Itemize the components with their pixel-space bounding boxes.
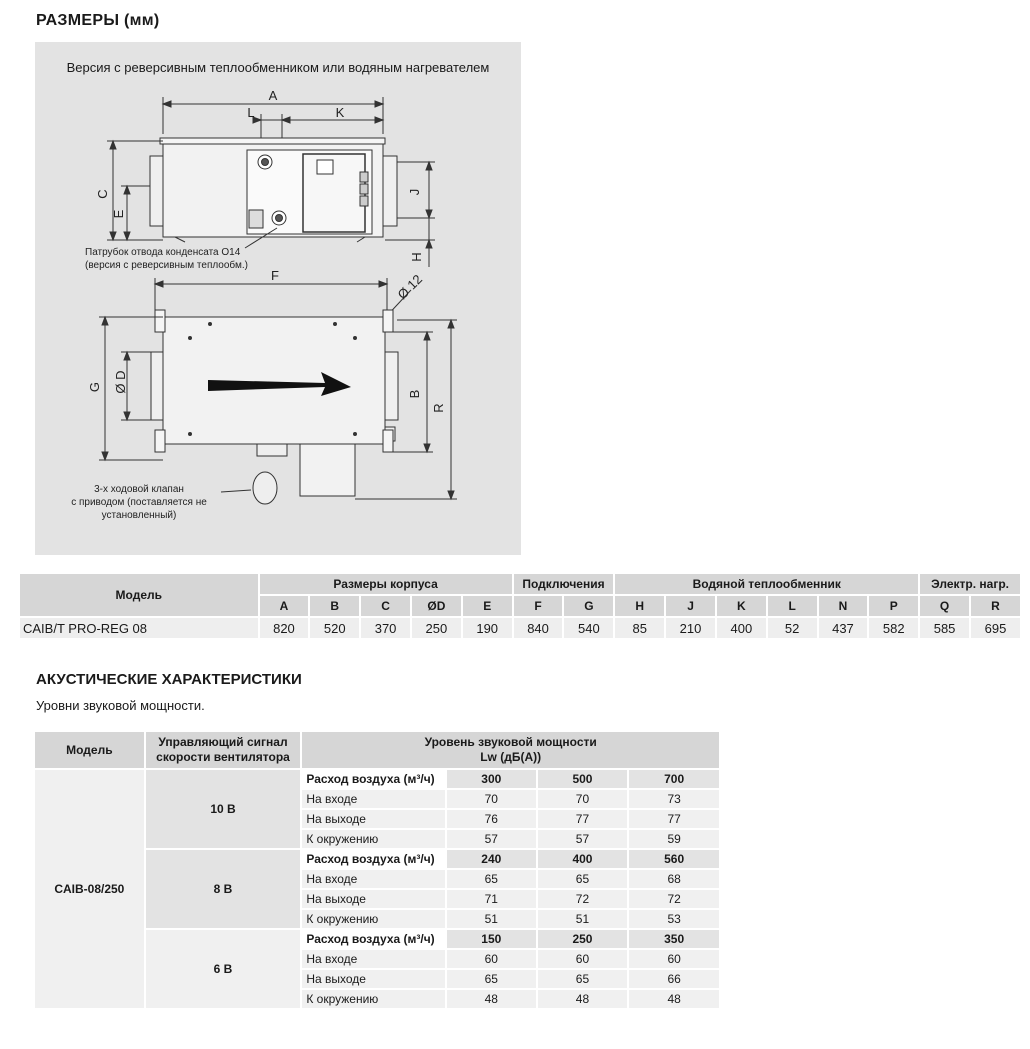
label-a: A	[268, 88, 278, 103]
cell: 59	[628, 829, 720, 849]
label-d: Ø D	[113, 370, 128, 394]
col-p: P	[868, 595, 919, 617]
note-condensate: Патрубок отвода конденсата O14 (версия с реверсивным теплообм.)	[85, 247, 248, 271]
cell-signal: 8 В	[145, 849, 302, 929]
col-n: N	[818, 595, 869, 617]
dimensions-title: РАЗМЕРЫ (мм)	[36, 12, 160, 29]
label-c: C	[95, 189, 110, 199]
drawing-caption: Версия с реверсивным теплообменником или водяным нагревателем	[66, 60, 490, 75]
cell: 51	[537, 909, 629, 929]
cell-model: CAIB/T PRO-REG 08	[19, 617, 259, 639]
cell: 65	[537, 969, 629, 989]
cell-label: К окружению	[301, 829, 446, 849]
label-r: R	[431, 403, 446, 413]
cell-label: На входе	[301, 949, 446, 969]
cell: 300	[446, 769, 537, 789]
cell-label: К окружению	[301, 909, 446, 929]
cell: 370	[360, 617, 411, 639]
cell: 540	[563, 617, 614, 639]
label-f: F	[271, 268, 279, 283]
label-hole: Ø 12	[394, 271, 426, 303]
group-electric-heater: Электр. нагр.	[919, 573, 1021, 595]
cell-label: На входе	[301, 869, 446, 889]
cell: 70	[537, 789, 629, 809]
cell-signal: 10 В	[145, 769, 302, 849]
cell: 71	[446, 889, 537, 909]
cell: 190	[462, 617, 513, 639]
col-q: Q	[919, 595, 970, 617]
col-h: H	[614, 595, 665, 617]
cell-signal: 6 В	[145, 929, 302, 1009]
col-j: J	[665, 595, 716, 617]
acoustic-title: АКУСТИЧЕСКИЕ ХАРАКТЕРИСТИКИ	[36, 671, 302, 688]
cell: 77	[628, 809, 720, 829]
cell: 57	[446, 829, 537, 849]
cell: 350	[628, 929, 720, 949]
cell-label: На выходе	[301, 969, 446, 989]
label-g: G	[87, 381, 102, 393]
cell: 400	[537, 849, 629, 869]
col-d: ØD	[411, 595, 462, 617]
group-body: Размеры корпуса	[259, 573, 513, 595]
cell-label: На входе	[301, 789, 446, 809]
col-r: R	[970, 595, 1021, 617]
label-j: J	[407, 188, 422, 196]
note-valve: 3-х ходовой клапан с приводом (поставляется не установленный)	[71, 484, 207, 521]
cell: 520	[309, 617, 360, 639]
cell: 60	[628, 949, 720, 969]
dimensions-table	[18, 572, 1022, 640]
col-signal: Управляющий сигнал скорости вентилятора	[145, 731, 302, 769]
cell: 51	[446, 909, 537, 929]
cell: 250	[537, 929, 629, 949]
col-b: B	[309, 595, 360, 617]
cell: 76	[446, 809, 537, 829]
cell: 820	[259, 617, 310, 639]
cell: 695	[970, 617, 1021, 639]
cell-label: На выходе	[301, 889, 446, 909]
col-c: C	[360, 595, 411, 617]
col-k: K	[716, 595, 767, 617]
label-h: H	[409, 252, 424, 262]
cell-flow-label: Расход воздуха (м³/ч)	[301, 929, 446, 949]
cell: 65	[446, 969, 537, 989]
cell: 500	[537, 769, 629, 789]
cell: 585	[919, 617, 970, 639]
acoustic-subtitle: Уровни звуковой мощности.	[36, 698, 205, 713]
group-connections: Подключения	[513, 573, 615, 595]
cell-label: К окружению	[301, 989, 446, 1009]
acoustic-table	[33, 730, 721, 1010]
unit-body-plan	[163, 317, 385, 444]
cell: 53	[628, 909, 720, 929]
col-g: G	[563, 595, 614, 617]
col-e: E	[462, 595, 513, 617]
cell: 73	[628, 789, 720, 809]
cell: 582	[868, 617, 919, 639]
cell-model: CAIB-08/250	[34, 769, 145, 1009]
cell: 48	[537, 989, 629, 1009]
col-l: L	[767, 595, 818, 617]
technical-drawing	[35, 42, 521, 555]
cell: 700	[628, 769, 720, 789]
cell-flow-label: Расход воздуха (м³/ч)	[301, 849, 446, 869]
cell: 60	[446, 949, 537, 969]
cell: 70	[446, 789, 537, 809]
table-row	[19, 617, 1021, 639]
label-e: E	[111, 209, 126, 219]
cell: 48	[446, 989, 537, 1009]
table-row	[34, 769, 720, 789]
label-l: L	[247, 105, 255, 120]
cell: 240	[446, 849, 537, 869]
cell: 66	[628, 969, 720, 989]
cell: 560	[628, 849, 720, 869]
col-f: F	[513, 595, 564, 617]
cell: 85	[614, 617, 665, 639]
label-b: B	[407, 389, 422, 399]
cell: 210	[665, 617, 716, 639]
cell-flow-label: Расход воздуха (м³/ч)	[301, 769, 446, 789]
cell-label: На выходе	[301, 809, 446, 829]
cell: 72	[628, 889, 720, 909]
col-sound-level: Уровень звуковой мощности Lw (дБ(A))	[301, 731, 720, 769]
cell: 150	[446, 929, 537, 949]
cell: 72	[537, 889, 629, 909]
cell: 60	[537, 949, 629, 969]
cell: 437	[818, 617, 869, 639]
cell: 65	[446, 869, 537, 889]
group-water-coil: Водяной теплообменник	[614, 573, 919, 595]
cell: 68	[628, 869, 720, 889]
col-model: Модель	[19, 573, 259, 617]
col-model: Модель	[34, 731, 145, 769]
label-k: K	[335, 105, 345, 120]
cell: 400	[716, 617, 767, 639]
col-a: A	[259, 595, 310, 617]
cell: 48	[628, 989, 720, 1009]
cell: 65	[537, 869, 629, 889]
cell: 840	[513, 617, 564, 639]
cell: 57	[537, 829, 629, 849]
cell: 250	[411, 617, 462, 639]
dimension-drawing	[35, 42, 521, 555]
cell: 52	[767, 617, 818, 639]
cell: 77	[537, 809, 629, 829]
